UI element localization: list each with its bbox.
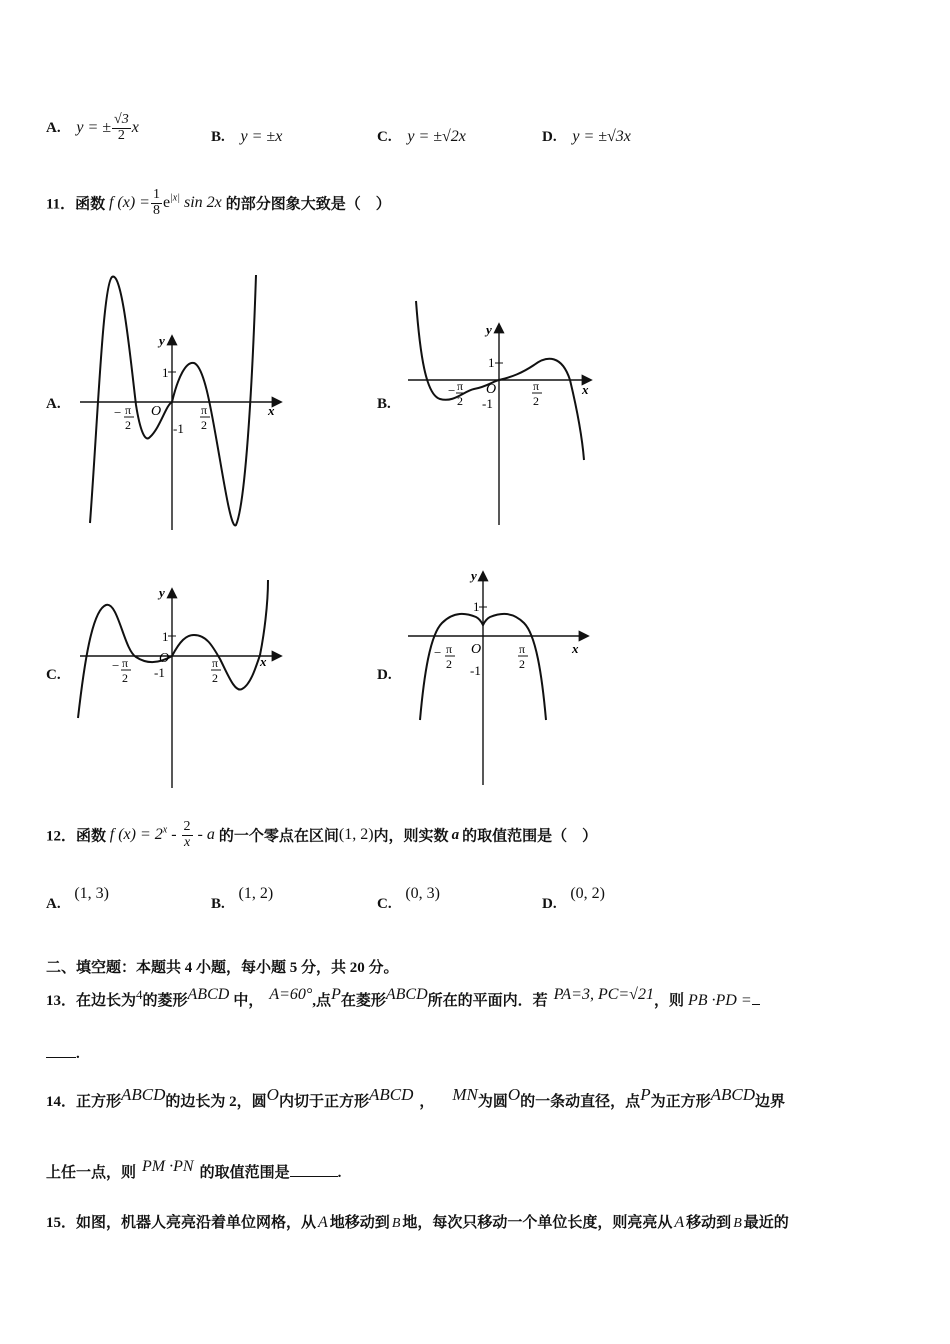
option-letter: C. (377, 896, 392, 912)
minus-sign: − (114, 405, 122, 420)
question-text: 地移动到 (329, 1215, 390, 1231)
neg-pi-den: 2 (122, 671, 128, 685)
question-text: 14．正方形 (46, 1094, 122, 1110)
frac-num: 2 (183, 819, 191, 834)
question-text: 的菱形 (142, 993, 188, 1009)
interval: (1, 2) (338, 826, 374, 844)
q12-stem (46, 820, 597, 850)
sentence-end: . (76, 1046, 80, 1062)
label-one: 1 (473, 599, 480, 614)
curve (90, 275, 256, 525)
pi-den: 2 (212, 671, 218, 685)
question-number: 11．函数 (46, 196, 106, 213)
question-text: 边界 (754, 1094, 785, 1110)
exp-power: |x| (170, 192, 180, 204)
angle-condition: A=60° (269, 986, 313, 1003)
point-b: B (391, 1216, 401, 1231)
q10-option-b (211, 128, 282, 146)
option-expr: y = ±√2x (407, 128, 466, 145)
circle-o: O (507, 1085, 521, 1104)
question-text: 移动到 (686, 1215, 732, 1231)
circle-o: O (266, 1085, 279, 1104)
option-letter: B. (211, 129, 225, 145)
question-text: ,点 (312, 993, 332, 1009)
graph-d (402, 565, 602, 790)
graph-d-letter: D. (377, 667, 392, 683)
question-text: 上任一点，则 (46, 1165, 137, 1181)
pi-num: π (533, 379, 540, 393)
y-label: y (159, 585, 165, 600)
minus-sign: − (112, 658, 120, 673)
point-p: P (331, 986, 341, 1003)
frac-den: 8 (152, 202, 160, 218)
x-label: x (572, 641, 579, 656)
neg-pi-den: 2 (457, 394, 463, 408)
answer-blank (290, 1176, 338, 1177)
minus-op: - (167, 825, 181, 843)
question-text: 15．如图，机器人亮亮沿着单位网格，从 (46, 1215, 317, 1231)
point-b: B (733, 1216, 742, 1231)
option-letter: D. (542, 129, 557, 145)
pi-num: π (201, 403, 208, 417)
origin-label: O (486, 382, 497, 397)
option-letter: A. (46, 119, 61, 136)
pi-num: π (212, 656, 219, 670)
q11-stem (46, 188, 391, 218)
answer-blank (752, 1004, 760, 1005)
function-tail: - a (193, 825, 215, 843)
shape-name: ABCD (385, 986, 428, 1003)
option-expr: y = ±x (240, 128, 283, 145)
question-text: ，则 (653, 993, 684, 1009)
point-a: A (318, 1214, 328, 1231)
question-text: 的取值范围是（ ） (462, 828, 598, 845)
graph-c-letter: C. (46, 667, 61, 683)
question-text: 13．在边长为 (46, 993, 137, 1009)
y-label: y (471, 568, 477, 583)
function-def: f (x) = (108, 193, 150, 211)
shape-name: ABCD (121, 1085, 166, 1104)
origin-label: O (471, 642, 482, 657)
shape-name: ABCD (710, 1085, 755, 1104)
neg-pi-num: π (122, 656, 129, 670)
pi-den: 2 (533, 394, 539, 408)
graph-b-letter: B. (377, 396, 391, 412)
neg-pi-den: 2 (446, 657, 452, 671)
question-text: 的取值范围是 (199, 1165, 290, 1181)
shape-name: ABCD (187, 986, 230, 1003)
neg-pi-num: π (457, 379, 464, 393)
pi-den: 2 (519, 657, 525, 671)
dot-product: PB ·PD = (687, 992, 752, 1009)
label-neg-one: -1 (470, 663, 481, 678)
label-one: 1 (488, 355, 495, 370)
option-letter: C. (377, 129, 392, 145)
neg-pi-num: π (125, 403, 132, 417)
option-value: (1, 2) (238, 885, 274, 902)
q12-option-b (211, 885, 274, 913)
question-text: 为圆 (477, 1094, 508, 1110)
graph-a (70, 265, 295, 535)
question-text: 的一个零点在区间 (218, 828, 339, 845)
option-value: (1, 3) (74, 885, 109, 902)
graph-c (70, 575, 295, 793)
q13-stem (46, 986, 760, 1010)
q12-option-a (46, 885, 109, 913)
frac-den: x (183, 834, 191, 850)
frac-num: √3 (114, 112, 129, 127)
pi-num: π (519, 642, 526, 656)
question-text: 内切于正方形 (278, 1094, 369, 1110)
sine-term: sin 2x (179, 193, 222, 211)
q13-cont (46, 1046, 80, 1063)
graph-b (402, 295, 602, 530)
option-expr: y = ±√3x (572, 128, 631, 145)
frac-num: 1 (152, 187, 160, 202)
sentence-end: . (337, 1165, 342, 1181)
question-text: 最近的 (743, 1215, 789, 1231)
question-number: 12．函数 (46, 828, 107, 845)
question-text: 的边长为 2，圆 (165, 1094, 267, 1110)
question-text: 地，每次只移动一个单位长度，则亮亮从 (402, 1215, 673, 1231)
q14-cont (46, 1158, 341, 1182)
question-text: 在菱形 (340, 993, 386, 1009)
shape-name: ABCD (368, 1085, 414, 1104)
option-letter: A. (46, 896, 61, 912)
neg-pi-den: 2 (125, 418, 131, 432)
function-def: f (x) = 2 (109, 825, 163, 843)
q12-option-c (377, 885, 440, 913)
q12-option-d (542, 885, 605, 913)
diameter-mn: MN (452, 1085, 478, 1104)
exp-power: x (162, 824, 168, 836)
y-label: y (486, 322, 492, 337)
label-neg-one: -1 (482, 396, 493, 411)
label-one: 1 (162, 629, 169, 644)
y-label: y (159, 333, 165, 348)
option-value: (0, 3) (405, 885, 440, 902)
q10-option-d (542, 128, 631, 146)
curve (78, 580, 268, 718)
q15-stem (46, 1211, 789, 1232)
option-letter: D. (542, 896, 557, 912)
label-neg-one: -1 (154, 665, 165, 680)
question-text: 的一条动直径，点 (520, 1094, 641, 1110)
distance-condition: PA=3, PC=√21 (553, 986, 654, 1003)
question-text: 为正方形 (650, 1094, 711, 1110)
variable: a (451, 826, 460, 843)
q10-option-c (377, 128, 466, 146)
q14-stem (46, 1085, 785, 1111)
x-label: x (260, 654, 267, 669)
point-a: A (674, 1214, 685, 1231)
minus-sign: − (434, 645, 442, 660)
neg-pi-num: π (446, 642, 453, 656)
q10-option-a (46, 113, 139, 143)
question-text: 中， (233, 993, 264, 1009)
option-expr: y = ± (76, 118, 112, 136)
point-p: P (640, 1085, 651, 1104)
question-text: 所在的平面内．若 (427, 993, 548, 1009)
option-value: (0, 2) (570, 885, 605, 902)
graph-a-letter: A. (46, 396, 61, 412)
answer-blank (46, 1057, 76, 1058)
section-heading: 二、填空题：本题共 4 小题，每小题 5 分，共 20 分。 (46, 960, 399, 976)
question-text: ， (419, 1094, 435, 1110)
minus-sign: − (448, 383, 456, 398)
x-label: x (582, 382, 589, 397)
dot-product: PM ·PN (142, 1158, 194, 1175)
origin-label: O (151, 404, 162, 419)
option-letter: B. (211, 896, 225, 912)
label-one: 1 (162, 365, 169, 380)
exp-base: e (162, 193, 171, 211)
question-text: 内，则实数 (373, 828, 449, 845)
origin-label: O (159, 651, 170, 666)
question-text: 的部分图象大致是（ ） (225, 196, 391, 213)
label-neg-one: -1 (173, 421, 184, 436)
pi-den: 2 (201, 418, 207, 432)
frac-den: 2 (117, 127, 125, 143)
side-length: 4 (136, 987, 143, 1002)
option-expr-tail: x (131, 118, 139, 136)
x-label: x (268, 403, 275, 418)
